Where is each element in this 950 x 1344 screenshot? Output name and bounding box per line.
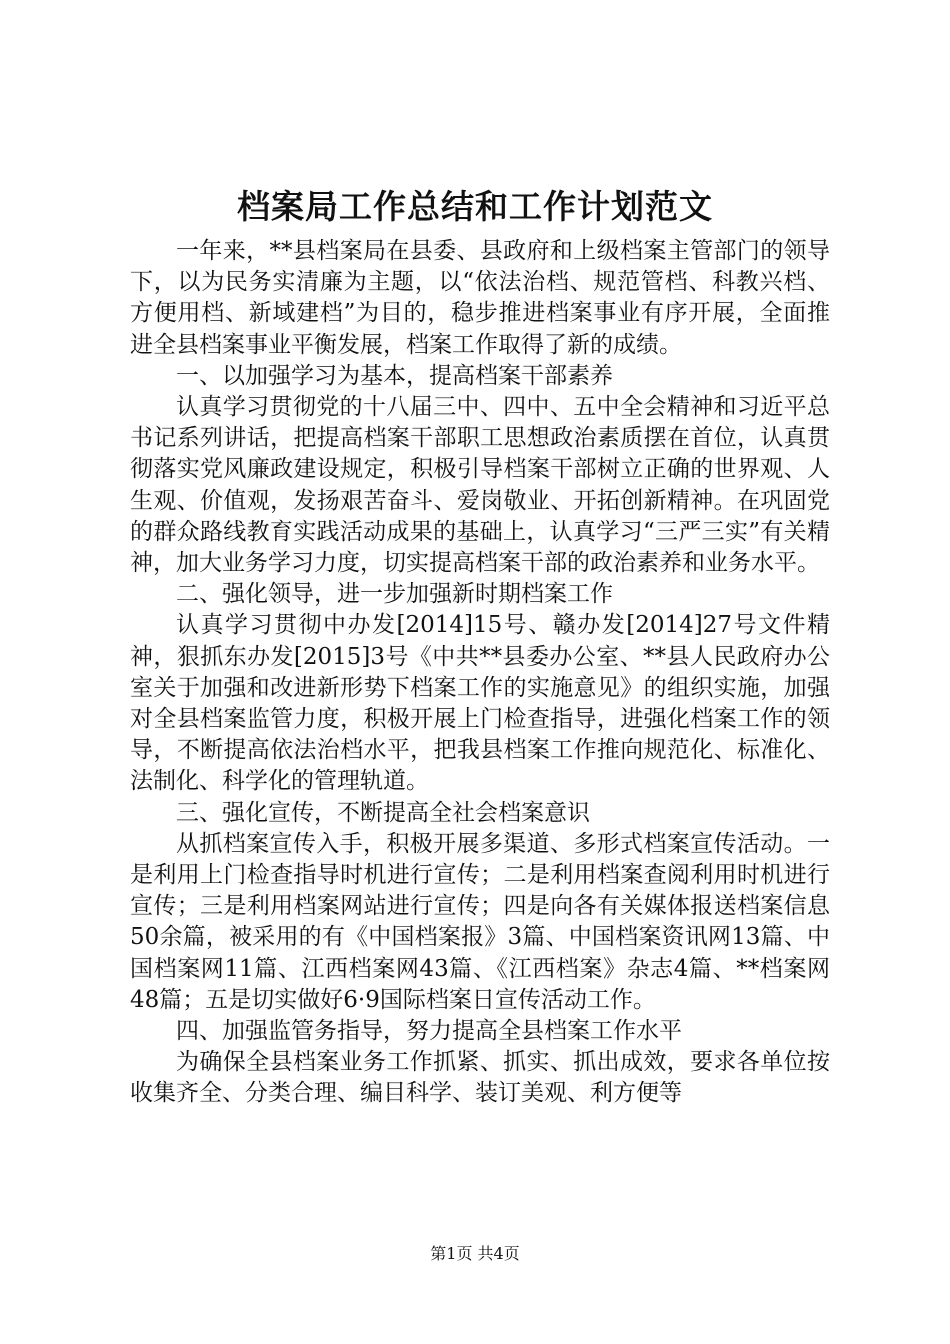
page-footer: 第1页 共4页 — [430, 1244, 520, 1263]
paragraph-section-3: 从抓档案宣传入手，积极开展多渠道、多形式档案宣传活动。一是利用上门检查指导时机进行宣传；二是利用档案查阅利用时机进行宣传；三是利用档案网站进行宣传；四是向各有关媒体报送档案信息50余篇，被采用的有《中国档案报》3篇、中国档案资讯网13篇、中国档案网11篇、江西档案网43篇、《江西档案》杂志4篇、**档案网48篇；五是切实做好6·9国际档案日宣传活动工作。 — [130, 830, 830, 1013]
section-heading-2: 二、强化领导，进一步加强新时期档案工作 — [176, 581, 613, 608]
paragraph-section-1: 认真学习贯彻党的十八届三中、四中、五中全会精神和习近平总书记系列讲话，把提高档案干部职工思想政治素质摆在首位，认真贯彻落实党风廉政建设规定，积极引导档案干部树立正确的世界观、人生观、价值观，发扬艰苦奋斗、爱岗敬业、开拓创新精神。在巩固党的群众路线教育实践活动成果的基础上，认真学习“三严三实”有关精神，加大业务学习力度，切实提高档案干部的政治素养和业务水平。 — [130, 394, 830, 577]
section-heading-3: 三、强化宣传，不断提高全社会档案意识 — [176, 799, 590, 826]
section-heading-4: 四、加强监管务指导，努力提高全县档案工作水平 — [176, 1018, 682, 1045]
document-title: 档案局工作总结和工作计划范文 — [237, 187, 713, 226]
paragraph-intro: 一年来，**县档案局在县委、县政府和上级档案主管部门的领导下，以为民务实清廉为主题，以“依法治档、规范管档、科教兴档、方便用档、新域建档”为目的，稳步推进档案事业有序开展，全面推进全县档案事业平衡发展，档案工作取得了新的成绩。 — [130, 238, 830, 358]
paragraph-section-2: 认真学习贯彻中办发[2014]15号、赣办发[2014]27号文件精神，狠抓东办发[2015]3号《中共**县委办公室、**县人民政府办公室关于加强和改进新形势下档案工作的实施意见》的组织实施，加强对全县档案监管力度，积极开展上门检查指导，进强化档案工作的领导，不断提高依法治档水平，把我县档案工作推向规范化、标准化、法制化、科学化的管理轨道。 — [130, 612, 830, 795]
paragraph-section-4: 为确保全县档案业务工作抓紧、抓实、抓出成效，要求各单位按收集齐全、分类合理、编目科学、装订美观、利方便等 — [130, 1049, 830, 1107]
document-body — [130, 236, 830, 1110]
section-heading-1: 一、以加强学习为基本，提高档案干部素养 — [176, 362, 613, 389]
